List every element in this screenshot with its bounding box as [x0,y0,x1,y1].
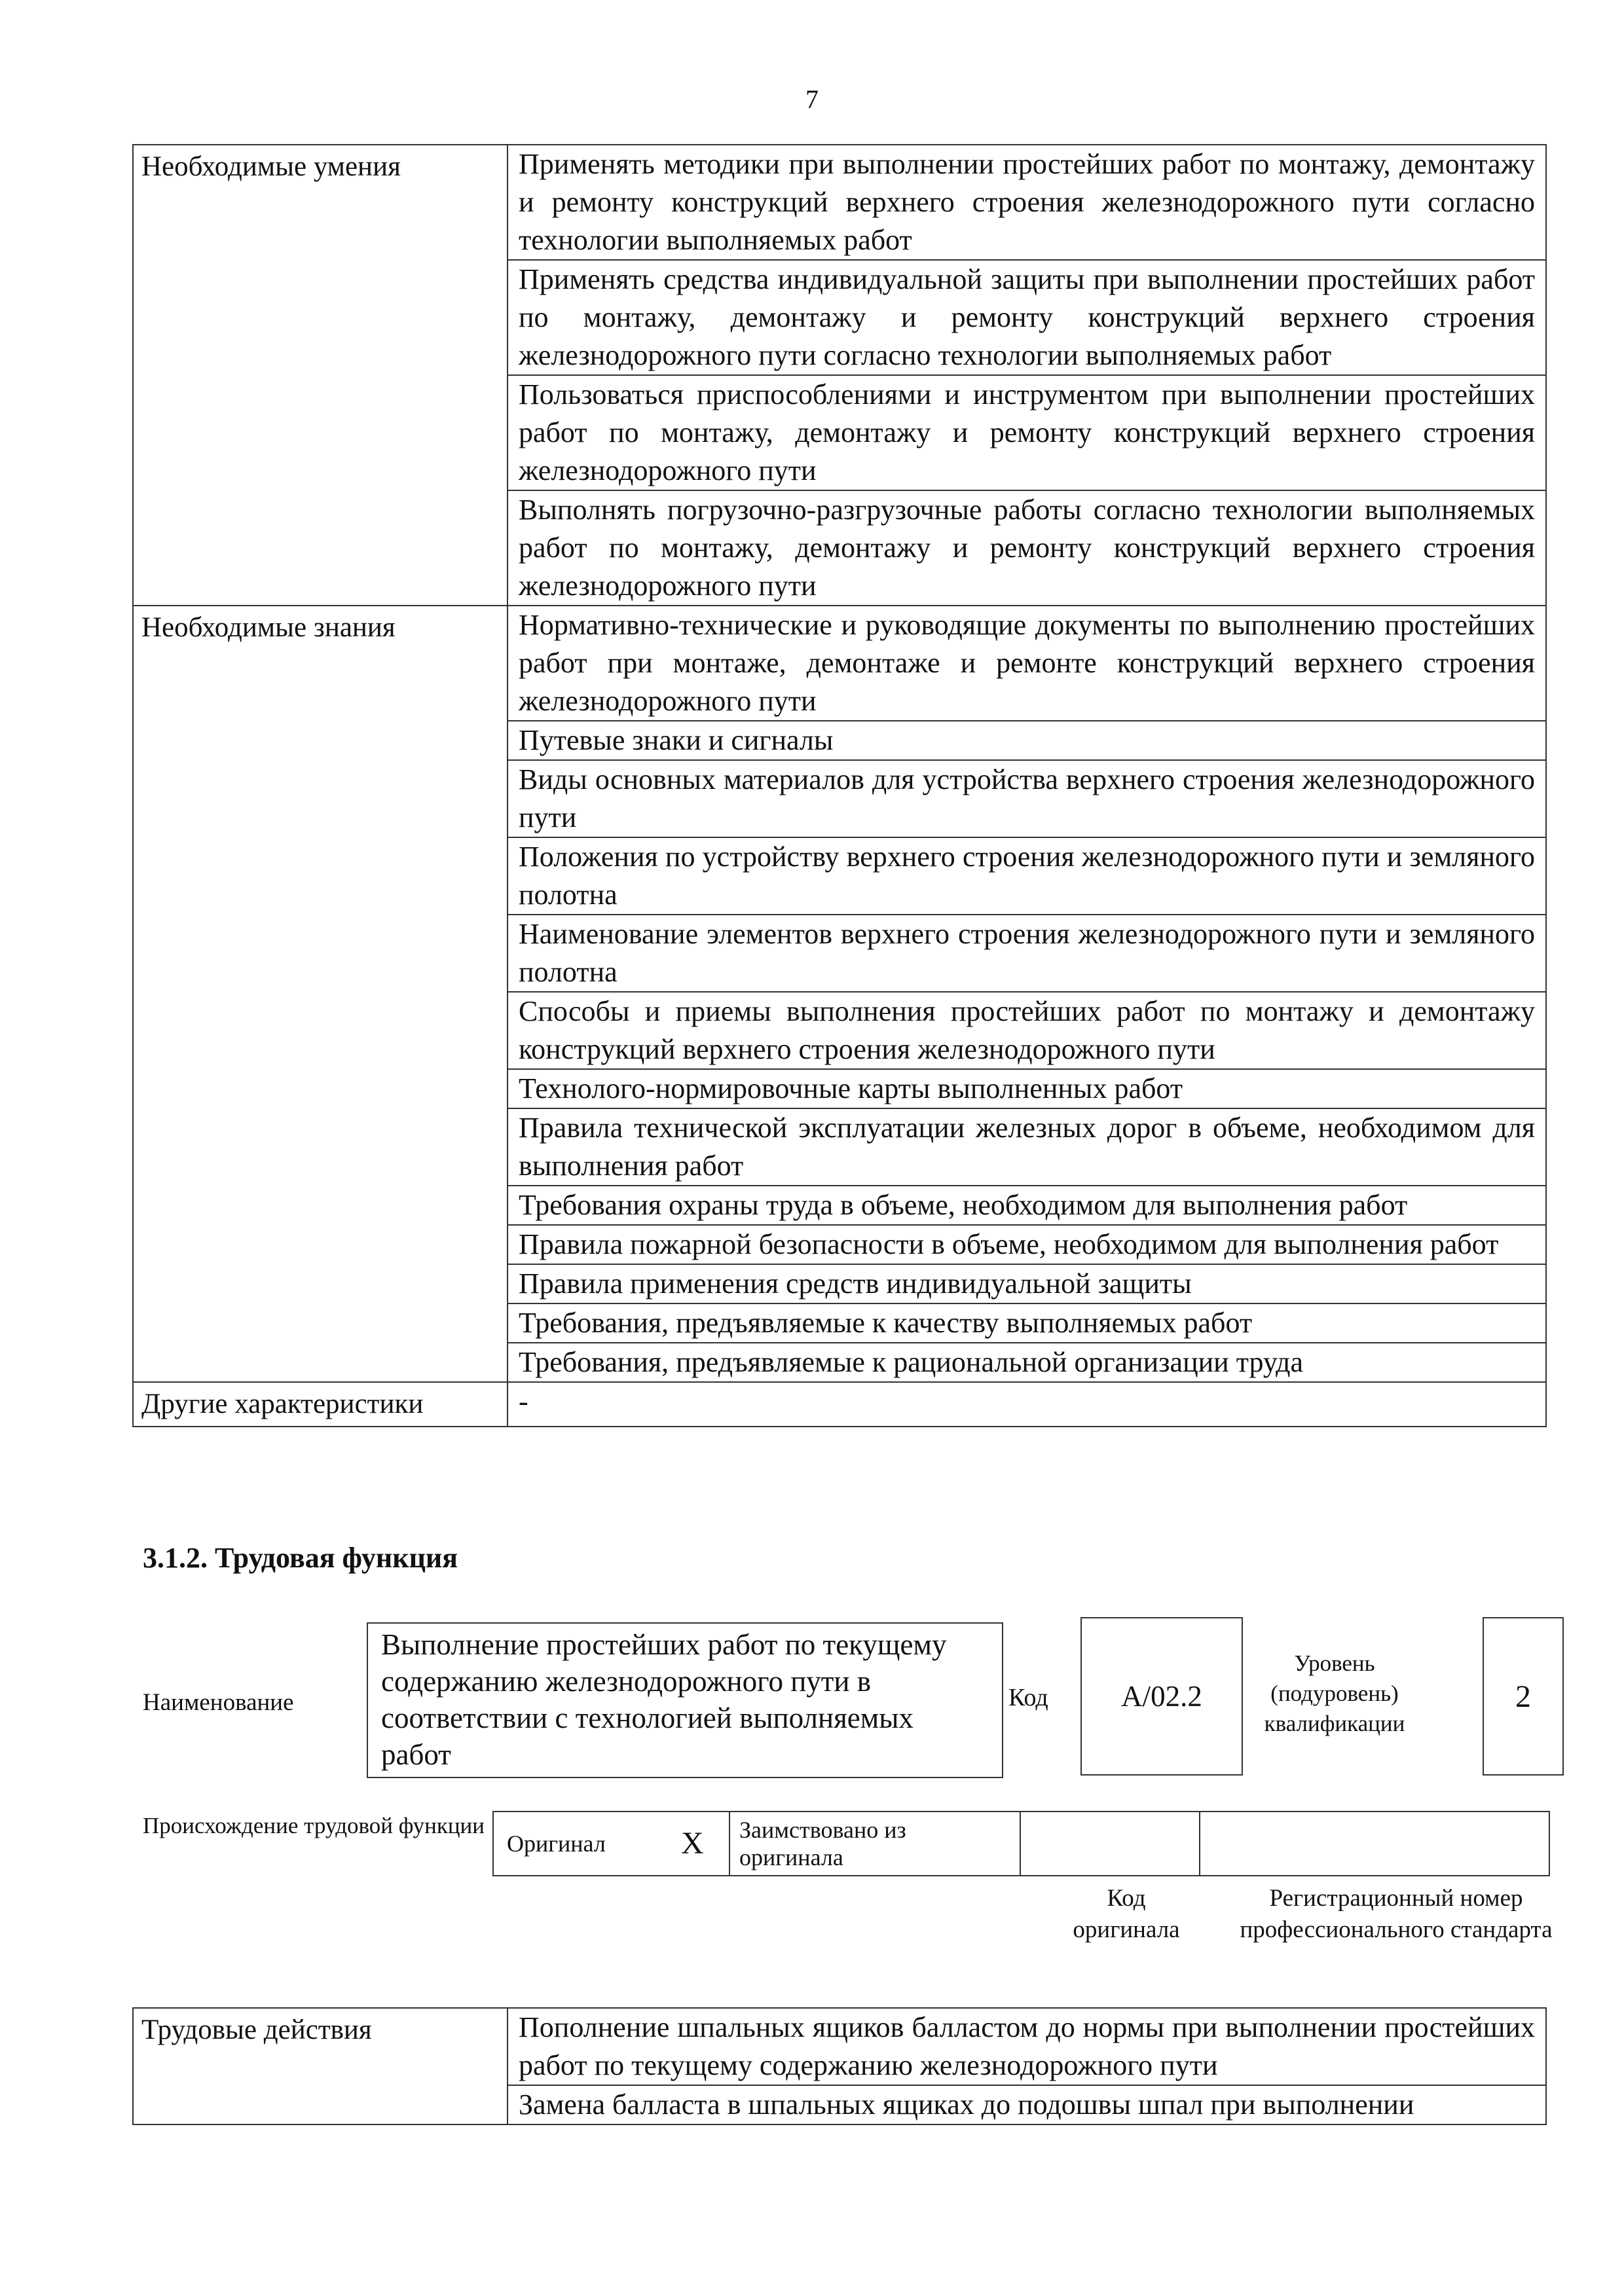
skill-item: Выполнять погрузочно-разгрузочные работы согласно технологии выполняемых работ по монтажу, демонтажу и ремонту конструкций верхнего строения железнодорожного пути [507,490,1546,606]
origin-code-cell [1020,1812,1200,1876]
knowledge-item: Положения по устройству верхнего строения железнодорожного пути и земляного полотна [507,837,1546,915]
function-name: Выполнение простейших работ по текущему содержанию железнодорожного пути в соответствии с технологией выполняемых работ [367,1622,1003,1778]
table-row [133,2008,1546,2085]
knowledge-item: Требования охраны труда в объеме, необходимом для выполнения работ [507,1186,1546,1225]
knowledge-item: Требования, предъявляемые к качеству выполняемых работ [507,1303,1546,1343]
knowledge-item: Правила технической эксплуатации железных дорог в объеме, необходимом для выполнения работ [507,1108,1546,1186]
other-value: - [507,1382,1546,1427]
knowledge-item: Технолого-нормировочные карты выполненных работ [507,1069,1546,1108]
knowledge-label: Необходимые знания [133,606,507,1382]
skill-item: Применять методики при выполнении простейших работ по монтажу, демонтажу и ремонту конструкций верхнего строения железнодорожного пути согласно технологии выполняемых работ [507,145,1546,260]
origin-mark: X [680,1812,729,1876]
knowledge-item: Правила пожарной безопасности в объеме, необходимом для выполнения работ [507,1225,1546,1264]
function-name-label: Наименование [143,1689,294,1716]
table-row [133,606,1546,721]
skill-item: Применять средства индивидуальной защиты при выполнении простейших работ по монтажу, демонтажу и ремонту конструкций верхнего строения железнодорожного пути согласно технологии выполняемых работ [507,260,1546,375]
table-row [133,145,1546,260]
knowledge-item: Наименование элементов верхнего строения железнодорожного пути и земляного полотна [507,915,1546,992]
action-item: Пополнение шпальных ящиков балластом до нормы при выполнении простейших работ по текущему содержанию железнодорожного пути [507,2008,1546,2085]
table-row [493,1812,1549,1876]
knowledge-item: Способы и приемы выполнения простейших работ по монтажу и демонтажу конструкций верхнего строения железнодорожного пути [507,992,1546,1069]
original-code-caption: Код оригинала [1073,1885,1180,1943]
knowledge-item: Требования, предъявляемые к рациональной организации труда [507,1343,1546,1382]
origin-reg-cell [1200,1812,1549,1876]
origin-borrowed: Заимствовано из оригинала [729,1812,1020,1876]
other-label: Другие характеристики [133,1382,507,1427]
origin-table [492,1811,1550,1876]
code-label: Код [1008,1684,1048,1711]
actions-table [132,2007,1547,2125]
skills-label: Необходимые умения [133,145,507,606]
table-row [133,1382,1546,1427]
knowledge-item: Виды основных материалов для устройства верхнего строения железнодорожного пути [507,760,1546,837]
qualification-level: 2 [1483,1617,1564,1776]
action-item: Замена балласта в шпальных ящиках до подошвы шпал при выполнении [507,2085,1546,2124]
function-code: А/02.2 [1080,1617,1243,1776]
origin-original: Оригинал [493,1812,680,1876]
competency-table [132,144,1547,1427]
knowledge-item: Нормативно-технические и руководящие документы по выполнению простейших работ при монтаже, демонтаже и ремонте конструкций верхнего строения железнодорожного пути [507,606,1546,721]
skill-item: Пользоваться приспособлениями и инструментом при выполнении простейших работ по монтажу, демонтажу и ремонту конструкций верхнего строения железнодорожного пути [507,375,1546,490]
actions-label: Трудовые действия [133,2008,507,2124]
section-title: 3.1.2. Трудовая функция [143,1542,458,1574]
knowledge-item: Путевые знаки и сигналы [507,721,1546,760]
knowledge-item: Правила применения средств индивидуальной защиты [507,1264,1546,1303]
qualification-level-label: Уровень (подуровень) квалификации [1264,1650,1405,1736]
registration-number-caption: Регистрационный номер профессионального стандарта [1240,1885,1553,1943]
origin-label: Происхождение трудовой функции [143,1813,485,1838]
page-number: 7 [805,84,819,114]
